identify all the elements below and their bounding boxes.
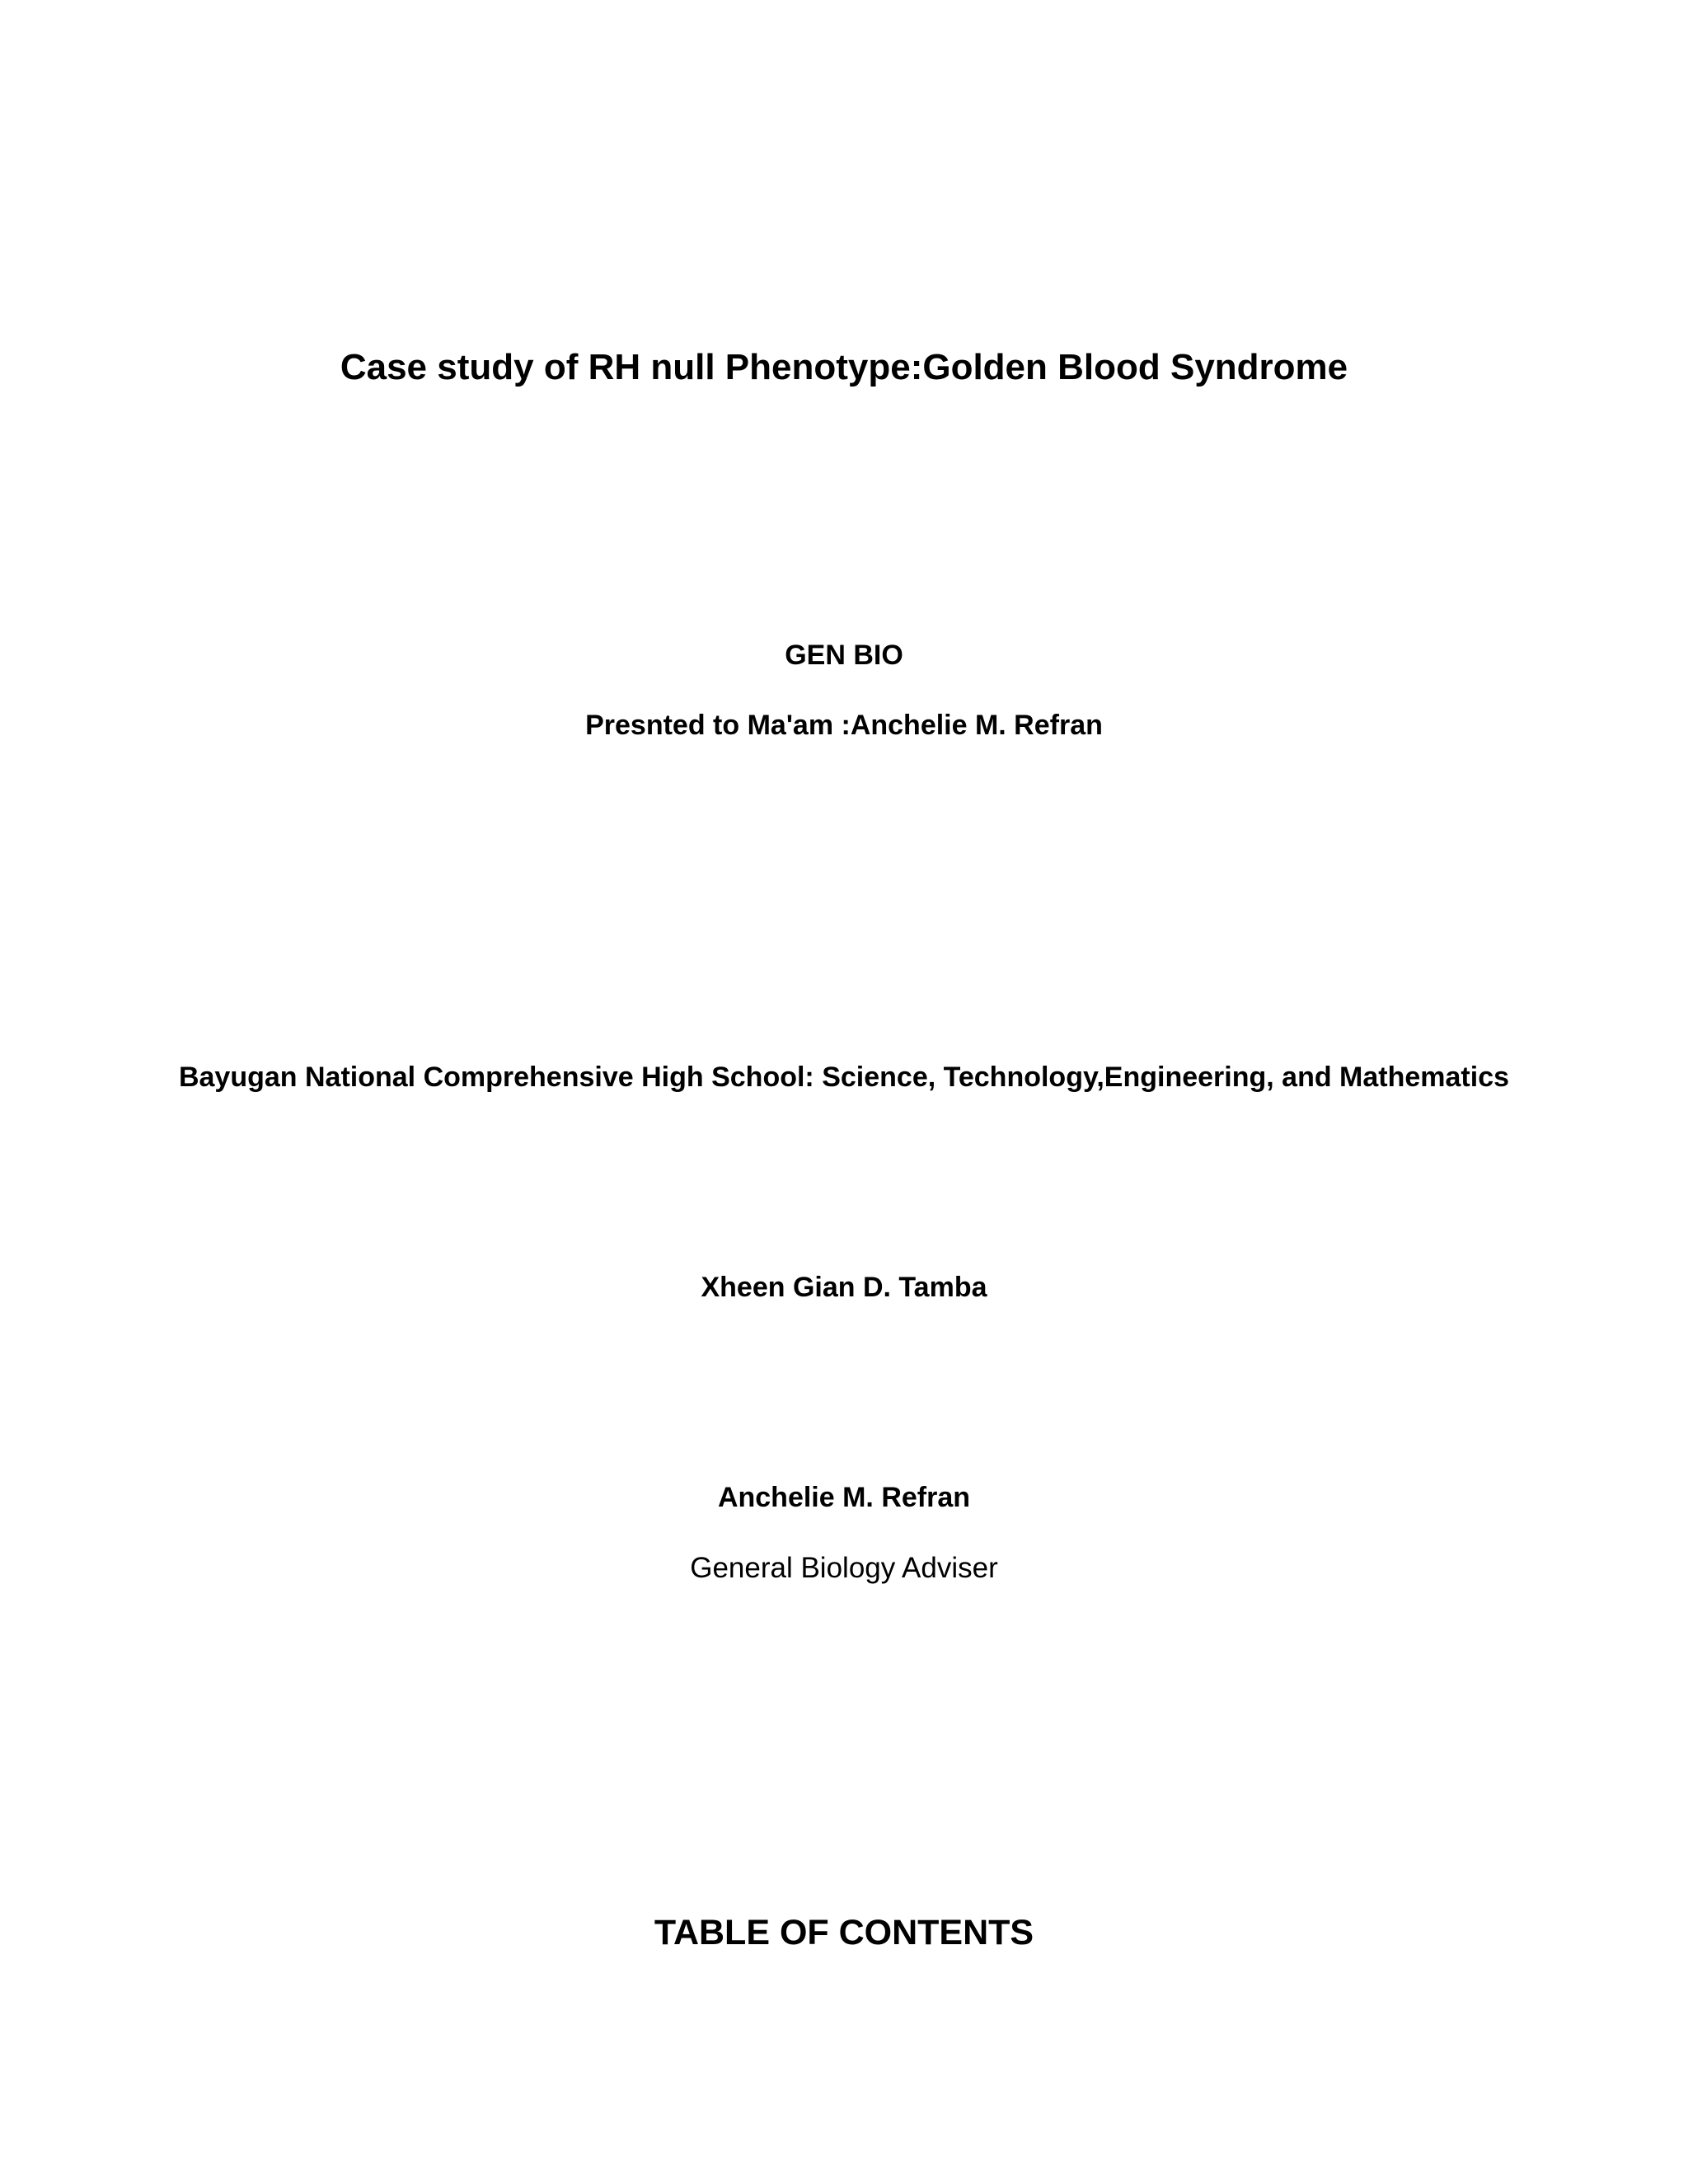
presented-to-line: Presnted to Ma'am :Anchelie M. Refran [585, 710, 1103, 741]
table-of-contents-heading: TABLE OF CONTENTS [654, 1913, 1034, 1952]
adviser-name: Anchelie M. Refran [717, 1482, 971, 1513]
document-title: Case study of RH null Phenotype:Golden Blood Syndrome [340, 347, 1348, 387]
author-name: Xheen Gian D. Tamba [701, 1272, 987, 1303]
adviser-role: General Biology Adviser [690, 1552, 998, 1584]
subject-label: GEN BIO [785, 640, 903, 671]
school-name: Bayugan National Comprehensive High School: Science, Technology,Engineering, and Mathematics [178, 1062, 1510, 1093]
